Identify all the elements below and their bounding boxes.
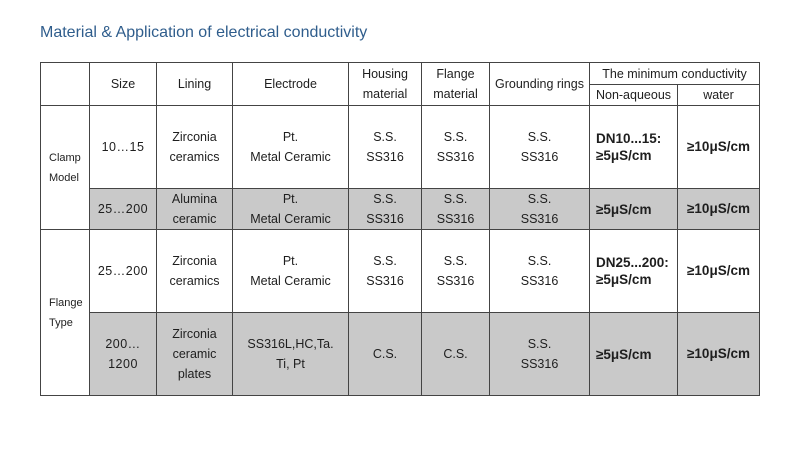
flange-line2: SS316 <box>436 150 475 164</box>
cell-lining <box>157 313 233 396</box>
electrode-line2: Metal Ceramic <box>250 150 331 164</box>
cell-electrode <box>233 313 349 396</box>
group-label-clamp <box>41 106 90 230</box>
cell-flange <box>422 189 490 230</box>
table-row <box>41 230 760 313</box>
header-size: Size <box>90 63 157 106</box>
cell-non-aqueous <box>590 230 678 313</box>
header-non-aqueous: Non-aqueous <box>590 85 678 106</box>
ground-line1: S.S. <box>527 337 552 351</box>
electrode-line1: Pt. <box>282 254 299 268</box>
group-label-flange <box>41 230 90 396</box>
cell-housing <box>349 189 422 230</box>
header-flange-line2: material <box>433 87 478 101</box>
cell-water: ≥10μS/cm <box>678 189 760 230</box>
lining-line1: Zirconia <box>172 327 217 341</box>
electrode-line2: Metal Ceramic <box>250 274 331 288</box>
electrode-line1: SS316L,HC,Ta. <box>247 337 334 351</box>
cell-grounding <box>490 313 590 396</box>
cell-size: 10…15 <box>90 106 157 189</box>
header-flange-line1: Flange <box>436 67 475 81</box>
flange-line2: SS316 <box>436 212 475 226</box>
cell-electrode <box>233 230 349 313</box>
cell-size: 25…200 <box>90 189 157 230</box>
header-housing-line1: Housing <box>362 67 408 81</box>
cell-flange <box>422 230 490 313</box>
housing-line1: S.S. <box>373 130 397 144</box>
group-clamp-line1: Clamp <box>49 151 81 164</box>
cell-grounding <box>490 106 590 189</box>
cell-electrode <box>233 106 349 189</box>
table-row <box>41 313 760 396</box>
header-flange <box>422 63 490 106</box>
cell-grounding <box>490 189 590 230</box>
header-group <box>41 63 90 106</box>
cell-water: ≥10μS/cm <box>678 230 760 313</box>
lining-line2: ceramic <box>172 212 217 226</box>
cell-water: ≥10μS/cm <box>678 106 760 189</box>
header-housing-line2: material <box>362 87 408 101</box>
housing-line2: SS316 <box>366 150 404 164</box>
ground-line2: SS316 <box>520 274 559 288</box>
header-water: water <box>678 85 760 106</box>
header-grounding: Grounding rings <box>490 63 590 106</box>
flange-line1: S.S. <box>443 192 468 206</box>
ground-line1: S.S. <box>527 130 552 144</box>
non-aqueous-line1: DN25...200: <box>596 255 669 270</box>
group-flange-line1: Flange <box>49 296 83 309</box>
electrode-line2: Metal Ceramic <box>250 212 331 226</box>
cell-size: 25…200 <box>90 230 157 313</box>
flange-line2: SS316 <box>436 274 475 288</box>
lining-line2: ceramics <box>169 274 220 288</box>
electrode-line2: Ti, Pt <box>276 357 305 371</box>
lining-line1: Alumina <box>171 192 218 206</box>
housing-line2: SS316 <box>366 212 404 226</box>
cell-flange: C.S. <box>422 313 490 396</box>
lining-line3: plates <box>177 367 212 381</box>
group-flange-line2: Type <box>49 316 73 329</box>
non-aqueous-line1: DN10...15: <box>596 131 662 146</box>
header-housing <box>349 63 422 106</box>
cell-grounding <box>490 230 590 313</box>
flange-line1: S.S. <box>443 254 468 268</box>
cell-size: 200…1200 <box>90 313 157 396</box>
cell-water: ≥10μS/cm <box>678 313 760 396</box>
flange-line1: S.S. <box>443 130 468 144</box>
ground-line1: S.S. <box>527 254 552 268</box>
non-aqueous-line2: ≥5μS/cm <box>596 148 652 163</box>
cell-electrode <box>233 189 349 230</box>
table-row <box>41 106 760 189</box>
ground-line2: SS316 <box>520 212 559 226</box>
ground-line1: S.S. <box>527 192 552 206</box>
page-title: Material & Application of electrical conductivity <box>40 24 368 41</box>
group-clamp-line2: Model <box>49 171 79 184</box>
lining-line1: Zirconia <box>172 130 217 144</box>
ground-line2: SS316 <box>520 357 559 371</box>
cell-non-aqueous: ≥5μS/cm <box>590 189 678 230</box>
electrode-line1: Pt. <box>282 130 299 144</box>
cell-lining <box>157 230 233 313</box>
cell-housing: C.S. <box>349 313 422 396</box>
cell-non-aqueous: ≥5μS/cm <box>590 313 678 396</box>
lining-line2: ceramics <box>169 150 220 164</box>
non-aqueous-line2: ≥5μS/cm <box>596 272 652 287</box>
header-lining: Lining <box>157 63 233 106</box>
conductivity-table <box>40 62 760 396</box>
header-row <box>41 63 760 85</box>
housing-line2: SS316 <box>366 274 404 288</box>
cell-flange <box>422 106 490 189</box>
table-row <box>41 189 760 230</box>
lining-line1: Zirconia <box>172 254 217 268</box>
cell-non-aqueous <box>590 106 678 189</box>
electrode-line1: Pt. <box>282 192 299 206</box>
ground-line2: SS316 <box>520 150 559 164</box>
cell-housing <box>349 106 422 189</box>
housing-line1: S.S. <box>373 254 397 268</box>
lining-line2: ceramic <box>172 347 217 361</box>
cell-housing <box>349 230 422 313</box>
cell-lining <box>157 106 233 189</box>
cell-lining <box>157 189 233 230</box>
housing-line1: S.S. <box>373 192 397 206</box>
header-electrode: Electrode <box>233 63 349 106</box>
header-min-conductivity: The minimum conductivity <box>590 63 760 85</box>
